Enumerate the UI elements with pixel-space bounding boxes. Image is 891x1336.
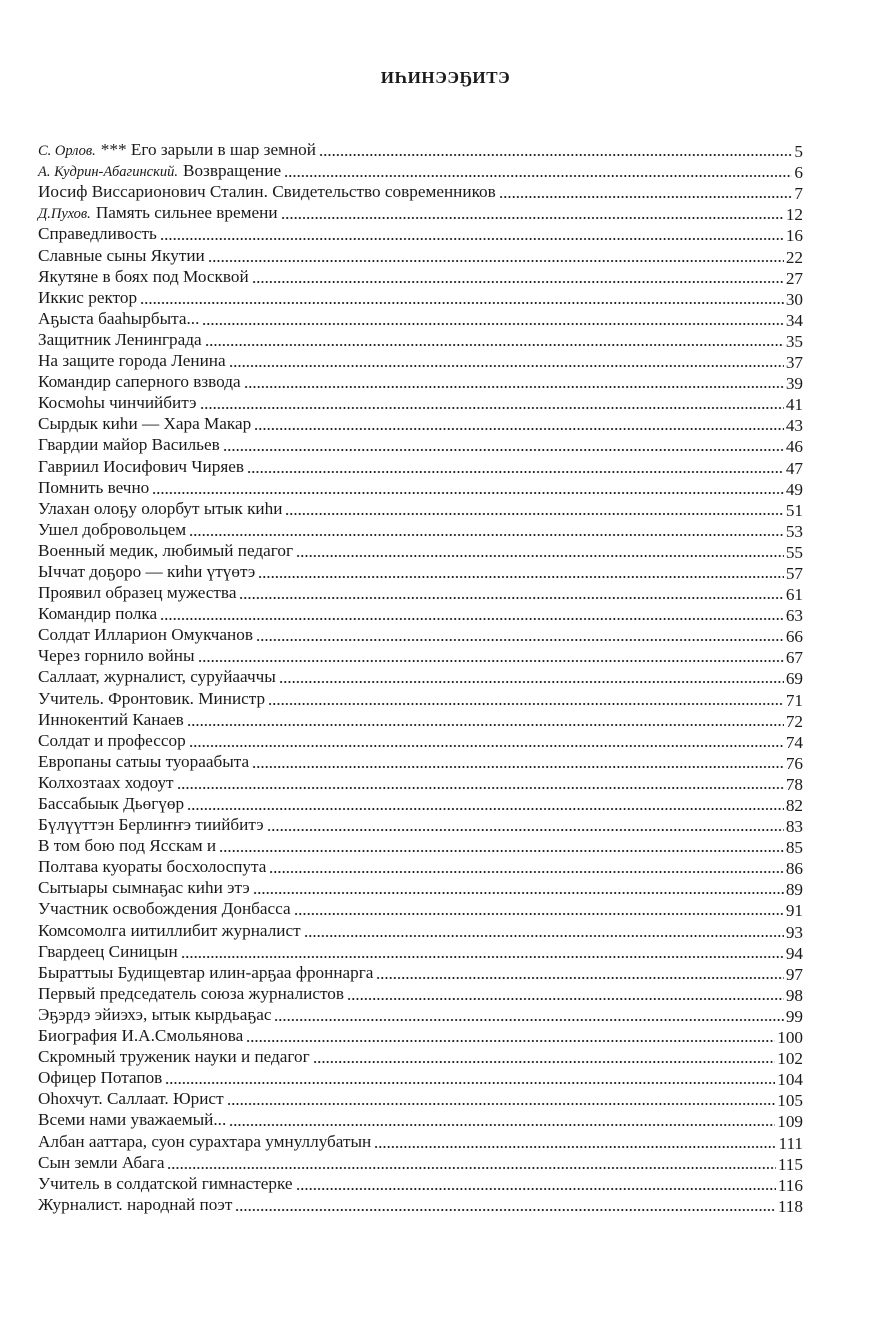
toc-entry-author: Д.Пухов. (38, 206, 91, 223)
dot-leader (313, 1060, 776, 1064)
toc-entry (38, 268, 803, 289)
toc-entry (38, 964, 803, 985)
toc-entry-page-number: 51 (785, 500, 803, 520)
dot-leader (258, 575, 784, 579)
toc-entry-title (38, 877, 250, 900)
dot-leader (189, 533, 784, 537)
toc-entry-title (38, 1067, 162, 1090)
toc-entry-title (38, 477, 149, 500)
toc-entry-page-number: 39 (785, 374, 803, 394)
dot-leader (229, 364, 784, 368)
toc-entry (38, 204, 803, 225)
toc-entry-title (38, 962, 373, 985)
dot-leader (152, 491, 784, 495)
toc-entry (38, 668, 803, 689)
toc-entry-page-number: 83 (785, 817, 803, 837)
toc-entry-title-text: Через горнило войны (38, 646, 195, 666)
toc-entry-title (38, 709, 184, 732)
toc-entry (38, 837, 803, 858)
toc-entry-title (38, 456, 244, 479)
toc-entry-title-text: Иннокентий Канаев (38, 709, 184, 729)
toc-entry (38, 1196, 803, 1217)
toc-entry-title-text: Командир саперного взвода (38, 372, 241, 392)
toc-entry-page-number: 57 (785, 563, 803, 583)
toc-entry-page-number: 69 (785, 669, 803, 689)
dot-leader (244, 385, 784, 389)
toc-entry-page-number: 30 (785, 289, 803, 309)
toc-entry-title (38, 392, 197, 415)
toc-entry (38, 1175, 803, 1196)
dot-leader (167, 1166, 775, 1170)
toc-entry (38, 774, 803, 795)
dot-leader (205, 343, 784, 347)
toc-entry-title (38, 730, 186, 753)
toc-entry (38, 1069, 803, 1090)
toc-entry-title-text: Ушел добровольцем (38, 519, 187, 539)
dot-leader (304, 934, 784, 938)
toc-entry-page-number: 71 (785, 690, 803, 710)
toc-entry-title (38, 1131, 371, 1154)
toc-entry-page-number: 104 (777, 1070, 803, 1090)
toc-entry-author: А. Кудрин-Абагинский. (38, 164, 178, 181)
dot-leader (198, 659, 784, 663)
toc-entry-title-text: Славные сыны Якутии (38, 245, 205, 265)
toc-entry (38, 289, 803, 310)
toc-entry-title (38, 202, 278, 225)
toc-entry (38, 1006, 803, 1027)
toc-entry-title (38, 772, 174, 795)
toc-entry-title-text: Сырдык киһи — Хара Макар (38, 414, 252, 434)
toc-entry-title (38, 434, 220, 457)
dot-leader (247, 470, 784, 474)
toc-entry-title-text: Офицер Потапов (38, 1068, 163, 1088)
toc-entry-title-text: Аҕыста бааһырбыта... (38, 308, 200, 328)
dot-leader (160, 617, 784, 621)
toc-entry-title-text: Улахан олоҕу олорбут ытык киһи (38, 498, 283, 518)
toc-entry (38, 605, 803, 626)
dot-leader (281, 216, 784, 220)
toc-entry-page-number: 98 (785, 985, 803, 1005)
toc-entry-title-text: Скромный труженик науки и педагог (38, 1047, 310, 1067)
toc-entry (38, 795, 803, 816)
toc-entry-title (38, 561, 255, 584)
toc-entry-title-text: Иосиф Виссарионович Сталин. Свидетельство современников (38, 182, 496, 202)
toc-entry-title (38, 540, 293, 563)
toc-entry-title-text: Гвардии майор Васильев (38, 435, 220, 455)
dot-leader (189, 744, 784, 748)
dot-leader (223, 448, 784, 452)
toc-entry-page-number: 49 (785, 479, 803, 499)
toc-entry-title-text: Память сильнее времени (95, 203, 278, 223)
toc-entry-title-text: Оһохчут. Саллаат. Юрист (38, 1089, 224, 1109)
toc-entry (38, 373, 803, 394)
toc-entry (38, 816, 803, 837)
toc-entry-title (38, 1109, 226, 1132)
toc-entry (38, 415, 803, 436)
toc-entry-title-text: Биография И.А.Смольянова (38, 1026, 244, 1046)
toc-entry-page-number: 82 (785, 796, 803, 815)
toc-entry-page-number: 34 (785, 310, 803, 330)
toc-entry-title-text: Гавриил Иосифович Чиряев (38, 456, 244, 476)
toc-entry-title-text: Солдат и профессор (38, 730, 186, 750)
toc-entry (38, 352, 803, 373)
toc-entry (38, 521, 803, 542)
toc-entry-title (38, 160, 281, 183)
dot-leader (279, 680, 784, 684)
dot-leader (499, 195, 793, 199)
dot-leader (296, 1187, 776, 1191)
toc-entry-title (38, 666, 276, 689)
table-of-contents (38, 141, 803, 1217)
toc-entry-title-text: Помнить вечно (38, 477, 150, 497)
toc-entry-title-text: Комсомолга иитиллибит журналист (38, 920, 301, 940)
toc-entry (38, 563, 803, 584)
dot-leader (267, 828, 784, 832)
toc-entry-title-text: Военный медик, любимый педагог (38, 540, 294, 560)
toc-entry (38, 900, 803, 921)
toc-entry-title (38, 1046, 310, 1069)
toc-entry (38, 1111, 803, 1132)
toc-entry-page-number: 93 (785, 922, 803, 942)
page-title: ИҺИНЭЭҔИТЭ (380, 68, 511, 87)
toc-entry-page-number: 16 (785, 226, 803, 246)
toc-entry-page-number: 41 (785, 395, 803, 415)
toc-entry-page-number: 100 (777, 1028, 803, 1048)
toc-entry-title (38, 1194, 232, 1217)
toc-entry (38, 1048, 803, 1069)
toc-entry (38, 1090, 803, 1111)
toc-entry-title (38, 223, 157, 246)
toc-entry (38, 732, 803, 753)
toc-entry-page-number: 37 (785, 353, 803, 373)
toc-entry-title-text: Саллаат, журналист, суруйааччы (38, 667, 276, 687)
toc-entry-page-number: 89 (785, 880, 803, 900)
dot-leader (253, 891, 784, 895)
dot-leader (256, 638, 784, 642)
toc-entry-title (38, 898, 291, 921)
dot-leader (269, 870, 783, 874)
toc-entry-title (38, 624, 253, 647)
toc-entry-title (38, 350, 226, 373)
toc-entry-title (38, 1004, 271, 1027)
toc-entry-page-number: 72 (785, 711, 803, 731)
toc-entry-page-number: 7 (794, 184, 803, 204)
dot-leader (177, 786, 784, 790)
toc-entry-page-number: 61 (785, 585, 803, 605)
toc-entry-title (38, 329, 202, 352)
toc-entry-title-text: Гвардеец Синицын (38, 941, 178, 961)
dot-leader (219, 849, 784, 853)
toc-entry-page-number: 55 (785, 542, 803, 562)
dot-leader (235, 1208, 775, 1212)
toc-entry-title (38, 751, 249, 774)
toc-entry-title (38, 498, 282, 521)
toc-entry-title-text: Проявил образец мужества (38, 583, 237, 603)
toc-entry-title-text: Справедливость (38, 224, 157, 244)
toc-entry-title-text: В том бою под Ясскам и (38, 836, 217, 856)
toc-entry (38, 162, 803, 183)
toc-entry-title (38, 941, 178, 964)
toc-entry-title-text: Всеми нами уважаемый... (38, 1110, 227, 1130)
toc-entry (38, 479, 803, 500)
toc-entry-page-number: 6 (794, 163, 803, 183)
dot-leader (319, 153, 792, 157)
dot-leader (294, 912, 784, 916)
dot-leader (374, 1145, 776, 1149)
dot-leader (229, 1123, 775, 1127)
toc-entry-page-number: 94 (785, 943, 803, 963)
toc-entry-title (38, 139, 316, 162)
toc-entry-page-number: 74 (785, 732, 803, 752)
toc-entry-title-text: Учитель. Фронтовик. Министр (38, 688, 266, 708)
dot-leader (274, 1018, 783, 1022)
toc-entry-title (38, 245, 205, 268)
toc-entry (38, 647, 803, 668)
toc-entry-title-text: Иккис ректор (38, 287, 138, 307)
toc-entry-title (38, 1025, 243, 1048)
toc-entry-title (38, 835, 216, 858)
toc-entry (38, 394, 803, 415)
toc-entry-page-number: 66 (785, 627, 803, 647)
toc-entry-page-number: 35 (785, 331, 803, 351)
toc-entry-page-number: 78 (785, 774, 803, 794)
toc-entry-title-text: Эҕэрдэ эйиэхэ, ытык кырдьаҕас (38, 1004, 272, 1024)
toc-entry (38, 225, 803, 246)
toc-entry-page-number: 111 (778, 1133, 803, 1153)
toc-entry-page-number: 109 (777, 1112, 803, 1132)
toc-entry-page-number: 86 (785, 859, 803, 879)
toc-entry-page-number: 105 (777, 1091, 803, 1111)
toc-entry (38, 879, 803, 900)
toc-entry-page-number: 46 (785, 437, 803, 457)
toc-entry-title-text: Ыччат доҕоро — киһи үтүөтэ (38, 561, 256, 581)
toc-entry-title (38, 287, 137, 310)
toc-entry (38, 626, 803, 647)
toc-entry-page-number: 99 (785, 1006, 803, 1026)
toc-entry-title-text: Бассабыык Дьөгүөр (38, 794, 185, 813)
toc-entry (38, 457, 803, 478)
dot-leader (200, 406, 784, 410)
dot-leader (254, 427, 784, 431)
toc-entry-title (38, 1088, 224, 1111)
toc-entry-page-number: 43 (785, 416, 803, 436)
dot-leader (227, 1102, 776, 1106)
toc-entry (38, 985, 803, 1006)
toc-entry (38, 436, 803, 457)
toc-entry-page-number: 85 (785, 838, 803, 858)
toc-entry-page-number: 47 (785, 458, 803, 478)
toc-entry-page-number: 27 (785, 268, 803, 288)
toc-entry-title-text: Участник освобождения Донбасса (38, 899, 291, 919)
dot-leader (347, 997, 784, 1001)
toc-entry-title (38, 181, 496, 204)
dot-leader (296, 554, 784, 558)
toc-entry-page-number: 53 (785, 521, 803, 541)
toc-entry-title (38, 814, 264, 837)
toc-entry (38, 584, 803, 605)
toc-entry-title-text: Сын земли Абага (38, 1152, 165, 1172)
toc-entry (38, 943, 803, 964)
toc-entry (38, 689, 803, 710)
toc-entry-title-text: Якутяне в боях под Москвой (38, 266, 249, 286)
dot-leader (285, 512, 783, 516)
toc-entry (38, 1154, 803, 1175)
dot-leader (181, 955, 784, 959)
toc-entry-title-text: Албан ааттара, суон сурахтара умнуллубатын (38, 1131, 372, 1151)
dot-leader (252, 280, 784, 284)
toc-entry-title-text: *** Его зарыли в шар земной (100, 140, 316, 160)
toc-entry-title (38, 603, 157, 626)
dot-leader (140, 301, 784, 305)
toc-entry-page-number: 22 (785, 247, 803, 267)
toc-entry-page-number: 116 (777, 1175, 803, 1195)
toc-entry-title-text: Космоһы чинчийбитэ (38, 393, 197, 413)
toc-entry-title (38, 793, 184, 816)
toc-entry-title-text: Защитник Ленинграда (38, 329, 202, 349)
toc-entry (38, 1132, 803, 1153)
toc-entry-title (38, 688, 265, 711)
toc-entry-title (38, 856, 266, 879)
toc-entry (38, 331, 803, 352)
toc-entry-page-number: 5 (794, 142, 803, 162)
toc-entry-title-text: Сытыары сымнаҕас киһи этэ (38, 878, 250, 898)
toc-entry-page-number: 67 (785, 648, 803, 668)
dot-leader (208, 259, 784, 263)
toc-entry (38, 711, 803, 732)
toc-entry-title-text: Первый председатель союза журналистов (38, 983, 344, 1003)
toc-entry-title (38, 308, 199, 331)
toc-entry-title (38, 413, 251, 436)
toc-entry (38, 310, 803, 331)
toc-entry (38, 1027, 803, 1048)
toc-entry-title (38, 920, 301, 943)
toc-entry-title-text: Бүлүүттэн Берлиҥҥэ тиийбитэ (38, 815, 264, 835)
toc-entry-title (38, 645, 195, 668)
dot-leader (187, 723, 784, 727)
toc-entry (38, 141, 803, 162)
toc-entry-title-text: Солдат Илларион Омукчанов (38, 625, 253, 645)
toc-entry-title (38, 1152, 164, 1175)
dot-leader (268, 702, 784, 706)
toc-entry-title (38, 582, 236, 605)
toc-entry (38, 183, 803, 204)
toc-entry (38, 858, 803, 879)
toc-entry-title-text: Возвращение (183, 161, 282, 181)
toc-entry (38, 542, 803, 563)
toc-entry (38, 753, 803, 774)
dot-leader (202, 322, 783, 326)
dot-leader (252, 765, 784, 769)
toc-entry (38, 246, 803, 267)
toc-entry-title-text: Журналист. народнай поэт (38, 1194, 233, 1214)
dot-leader (246, 1039, 775, 1043)
toc-entry-title-text: Полтава куораты босхолоспута (38, 857, 267, 877)
toc-entry-page-number: 76 (785, 753, 803, 773)
toc-entry (38, 500, 803, 521)
toc-entry-page-number: 63 (785, 606, 803, 626)
toc-entry-page-number: 91 (785, 901, 803, 921)
toc-entry-title (38, 519, 186, 542)
toc-entry-title-text: Быраттыы Будищевтар илин-арҕаа фроннарга (38, 962, 374, 982)
dot-leader (165, 1081, 775, 1085)
dot-leader (376, 976, 783, 980)
toc-entry-author: С. Орлов. (38, 143, 96, 160)
toc-entry-title-text: Командир полка (38, 604, 158, 624)
toc-entry-title-text: Колхозтаах ходоут (38, 772, 174, 792)
toc-entry (38, 921, 803, 942)
toc-entry-page-number: 118 (777, 1196, 803, 1216)
toc-entry-page-number: 97 (785, 964, 803, 984)
toc-entry-title (38, 371, 241, 394)
toc-entry-title (38, 983, 344, 1006)
toc-entry-title-text: На защите города Ленина (38, 351, 226, 371)
toc-entry-page-number: 115 (777, 1154, 803, 1174)
toc-entry-title-text: Европаны сатыы туораабыта (38, 751, 250, 771)
dot-leader (284, 174, 792, 178)
toc-entry-page-number: 102 (777, 1049, 803, 1069)
toc-entry-page-number: 12 (785, 205, 803, 225)
dot-leader (239, 596, 783, 600)
dot-leader (160, 237, 784, 241)
toc-entry-title (38, 1173, 293, 1196)
toc-entry-title-text: Учитель в солдатской гимнастерке (38, 1173, 293, 1193)
toc-entry-title (38, 266, 249, 289)
dot-leader (187, 807, 784, 811)
